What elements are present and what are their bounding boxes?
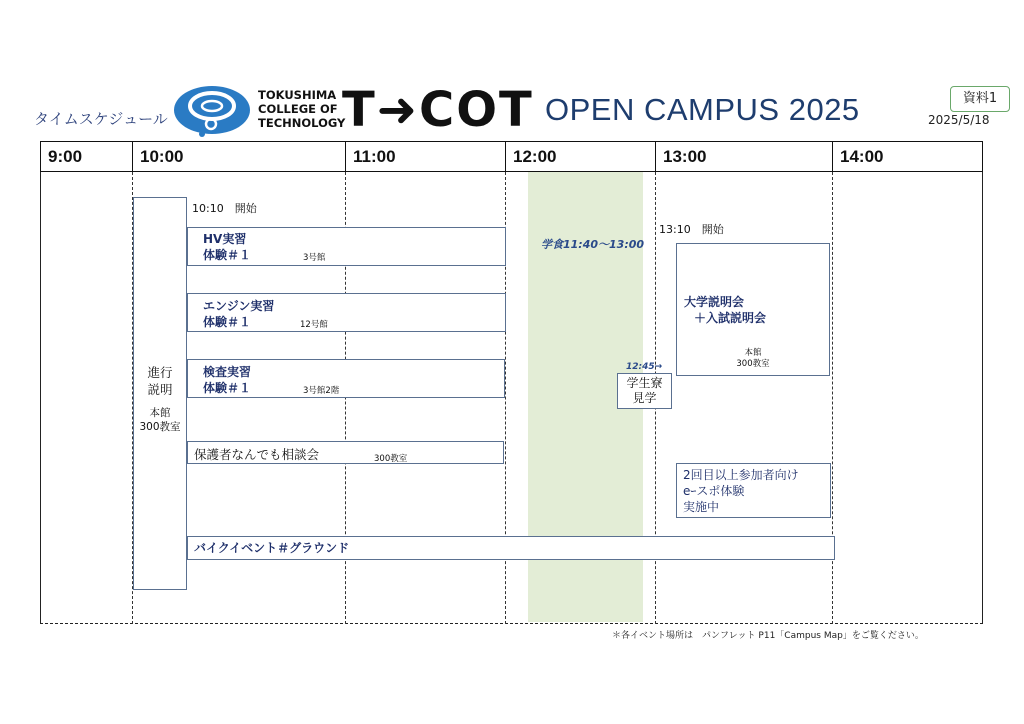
hv-title-line-2: 体験＃１ bbox=[203, 248, 252, 262]
start-time-1310: 13:10 開始 bbox=[659, 223, 724, 236]
dorm-tour-title bbox=[617, 376, 672, 406]
school-name-line-3: TECHNOLOGY bbox=[258, 116, 346, 130]
university-title-line-1: 大学説明会 bbox=[684, 295, 745, 309]
esports-text bbox=[683, 467, 799, 515]
progress-explanation-title bbox=[133, 364, 187, 398]
time-label-14: 14:00 bbox=[840, 147, 884, 166]
school-name-line-1: TOKUSHIMA bbox=[258, 88, 337, 102]
hv-practice-title bbox=[203, 231, 251, 263]
time-label-9: 9:00 bbox=[48, 147, 83, 166]
university-place-line-1: 本館 bbox=[744, 348, 762, 358]
dorm-title-line-2: 見学 bbox=[632, 391, 657, 405]
brand-logo: T➜COT bbox=[342, 82, 534, 138]
hv-title-line-1: HV実習 bbox=[203, 232, 247, 246]
university-place-line-2: 300教室 bbox=[736, 359, 770, 369]
schedule-subtitle: タイムスケジュール bbox=[34, 110, 168, 128]
time-label-10: 10:00 bbox=[140, 147, 184, 166]
inspection-practice-title bbox=[203, 364, 251, 396]
progress-title-line-2: 説明 bbox=[147, 382, 173, 397]
document-badge: 資料1 bbox=[950, 86, 1010, 112]
university-briefing-title bbox=[684, 294, 766, 326]
engine-title-line-1: エンジン実習 bbox=[203, 299, 275, 313]
esports-line-3: 実施中 bbox=[683, 500, 720, 514]
university-briefing-place bbox=[676, 348, 830, 370]
university-title-line-2: ＋入試説明会 bbox=[694, 311, 767, 325]
inspection-title-line-1: 検査実習 bbox=[203, 365, 252, 379]
start-time-1010: 10:10 開始 bbox=[192, 202, 257, 215]
inspection-practice-place: 3号館2階 bbox=[303, 386, 340, 396]
time-label-13: 13:00 bbox=[663, 147, 707, 166]
time-label-11: 11:00 bbox=[353, 147, 396, 166]
progress-explanation-place bbox=[133, 406, 187, 434]
dorm-title-line-1: 学生寮 bbox=[626, 376, 663, 390]
footnote: ＊各イベント場所は パンフレット P11「Campus Map」をご覧ください。 bbox=[612, 631, 924, 641]
parent-consultation-title: 保護者なんでも相談会 bbox=[194, 447, 320, 462]
parent-consultation-place: 300教室 bbox=[374, 454, 408, 464]
progress-title-line-1: 進行 bbox=[147, 365, 173, 380]
school-name bbox=[258, 88, 345, 130]
inspection-title-line-2: 体験＃１ bbox=[203, 381, 252, 395]
hv-practice-place: 3号館 bbox=[303, 253, 326, 263]
progress-place-line-2: 300教室 bbox=[139, 421, 181, 433]
progress-place-line-1: 本館 bbox=[149, 407, 171, 419]
time-label-12: 12:00 bbox=[513, 147, 557, 166]
engine-practice-title bbox=[203, 298, 274, 330]
event-title: OPEN CAMPUS 2025 bbox=[545, 92, 860, 127]
school-name-line-2: COLLEGE OF bbox=[258, 102, 338, 116]
dorm-tour-time: 12:45→ bbox=[626, 362, 663, 372]
cafeteria-label: 学食11:40～13:00 bbox=[541, 238, 645, 251]
esports-line-2: eｰスポ体験 bbox=[683, 484, 745, 498]
esports-line-1: 2回目以上参加者向け bbox=[683, 468, 799, 482]
bike-event-title: バイクイベント＃グラウンド bbox=[194, 541, 350, 555]
document-date: 2025/5/18 bbox=[928, 113, 990, 127]
school-logo-icon bbox=[172, 84, 252, 140]
engine-title-line-2: 体験＃１ bbox=[203, 315, 252, 329]
engine-practice-place: 12号館 bbox=[300, 320, 328, 330]
